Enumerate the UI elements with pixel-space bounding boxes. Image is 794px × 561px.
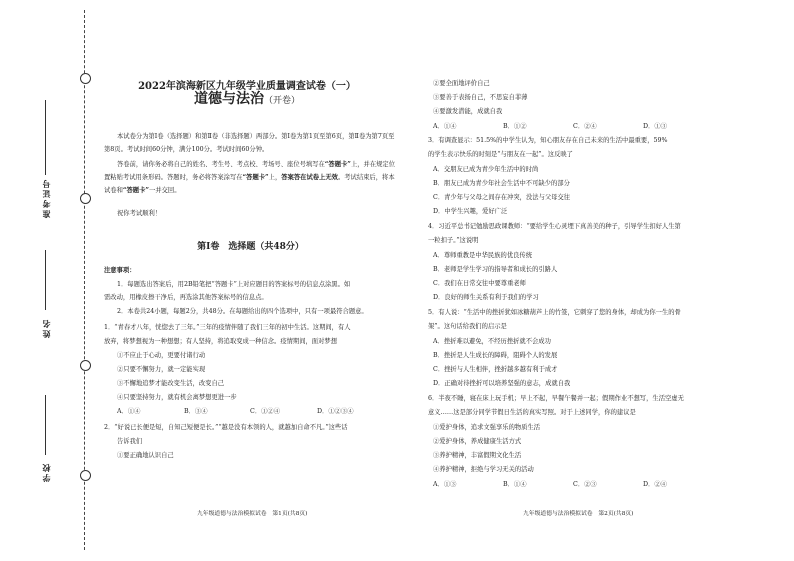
binding-circle <box>80 73 91 84</box>
q2-choice: B．①② <box>503 123 527 130</box>
dashed-cut-line <box>84 10 85 550</box>
q5-option: B．挫折是人生成长的障碍，阻碍个人的发展 <box>433 352 558 359</box>
q2-choice: C．②④ <box>573 123 597 130</box>
q6-option: ②爱护身体，养成健康生活方式 <box>433 438 522 445</box>
q1-choice: B．③④ <box>184 408 208 415</box>
q4-option: C．我们在日常交往中要尊重老师 <box>433 280 526 287</box>
right-column <box>428 0 758 561</box>
page-footer: 九年级道德与法治模拟试卷 第1页(共8页) <box>197 511 308 517</box>
q1-stem-b: 放弃，将梦想视为一种想想；有人坚持，将追取变成一种信念。疫情期间，面对梦想 <box>104 338 337 345</box>
binding-circle <box>80 470 91 481</box>
school-label: 学校 <box>41 462 51 482</box>
q2-option: ①要正确地认识自己 <box>117 452 174 459</box>
q6-choice: C．②③ <box>573 481 597 488</box>
q1-option: ③不懈地追梦才能改变生活，改变自己 <box>117 380 225 387</box>
instr-text: 答卷前，请你务必将自己的姓名、考生号、考点校、考场号、座位号填写在 <box>117 161 325 168</box>
instr-bold: “答题卡” <box>242 174 269 181</box>
q2-option: ②要全面地评价自己 <box>433 80 490 87</box>
binding-circle <box>80 360 91 371</box>
q1-choice: D．①②③④ <box>317 408 354 415</box>
binding-circle <box>80 193 91 204</box>
q2-stem-a: 2．“好说已长便是短，自知己短便是长。”“越是没有本领的人，就越加自命不凡。”这些话 <box>104 424 348 431</box>
school-line <box>45 395 46 455</box>
q3-option: A．交朋友已成为青少年生活中的时尚 <box>433 166 539 173</box>
instruction-paragraph-3: 祝你考试顺利！ <box>117 210 162 217</box>
note-1b: 需改动，用橡皮擦干净后，再选涂其他答案标号的信息点。 <box>104 294 268 301</box>
section-title: 第Ⅰ卷 选择题（共48分） <box>197 242 304 252</box>
name-line <box>45 250 46 310</box>
q4-stem-b: 一粒扣子。”这说明 <box>428 237 479 244</box>
instr-bold: “答题卡” <box>324 161 351 168</box>
q2-stem-b: 告诉我们 <box>117 438 143 445</box>
q1-option: ①不应止于心动，更要付诸行动 <box>117 352 206 359</box>
q6-option: ③养护精神，丰富假期文化生活 <box>433 452 522 459</box>
instr-bold: “答题卡” <box>122 187 150 194</box>
exam-no-line <box>45 100 46 175</box>
subject-note: （开卷） <box>263 96 300 106</box>
exam-title: 2022年滨海新区九年级学业质量调查试卷（一） <box>138 81 356 92</box>
exam-no-label: 准考证号 <box>41 178 51 218</box>
q2-choice: A．①④ <box>433 123 457 130</box>
q1-option: ④只要坚持努力，就有机会离梦想更进一步 <box>117 394 237 401</box>
q2-choice: D．①③ <box>643 123 667 130</box>
q1-option: ②只要不懈努力，就一定能实现 <box>117 366 206 373</box>
note-2: 2．本卷共24小题，每题2分，共48分。在每题给出的四个选项中，只有一项最符合题意。 <box>117 308 368 315</box>
q5-stem-a: 5．有人说：“生活中的挫折犹如冰糖葫芦上的竹签，它刺穿了您的身体，却成为你一生的骨 <box>428 309 681 316</box>
instr-text: 上， <box>268 174 282 181</box>
note-1a: 1．每题选出答案后，用2B铅笔把“答题卡”上对应题目的答案标号的信息点涂黑。如 <box>117 281 351 288</box>
q3-stem-b: 的学生表示快乐的时刻是“与朋友在一起”。这反映了 <box>428 151 573 158</box>
instruction-paragraph-1: 本试卷分为第Ⅰ卷（选择题）和第Ⅱ卷（非选择题）两部分。第Ⅰ卷为第1页至第6页，第Ⅱ卷为第7页至第8页。考试时间60分钟，满分100分。考试时间60分钟。 <box>104 133 395 153</box>
left-column <box>92 0 397 561</box>
q3-option: D．中学生兴趣，爱好广泛 <box>433 208 508 215</box>
q5-option: D．正确对待挫折可以培养坚强的意志，成就自我 <box>433 380 571 387</box>
q2-option: ④要激发潜能，成就自我 <box>433 108 503 115</box>
q6-stem-b: 意义……这是部分同学节假日生活的真实写照。对于上述同学，你的建议是 <box>428 409 636 416</box>
q3-option: C．青少年与父母之间存在冲突，没法与父母交往 <box>433 194 571 201</box>
q5-option: A．挫折难以避免，不经历挫折就不会成功 <box>433 338 551 345</box>
instr-bold: 答案答在试卷上无效 <box>281 174 338 181</box>
instr-text: 一并交回。 <box>149 187 181 194</box>
subject-name: 道德与法治 <box>193 91 264 107</box>
q6-choice: B．①④ <box>503 481 527 488</box>
q6-option: ④养护精神，拒绝与学习无关的活动 <box>433 466 534 473</box>
q5-option: C．挫折与人生相伴，挫折越多越有利于成才 <box>433 366 558 373</box>
q6-stem-a: 6．半夜不睡，寝在床上玩手机；早上不起，早餐午餐并一起；假期作业不想写，生活空虚无 <box>428 395 684 402</box>
q3-stem-a: 3．有调查显示：51.5%的中学生认为，知心朋友存在自己未来的生活中最重要，59% <box>428 137 668 144</box>
q4-stem-a: 4．习近平总书记勉励思政课教师：“要给学生心灵埋下真善美的种子，引导学生扣好人生第 <box>428 223 681 230</box>
name-label: 姓名 <box>41 318 51 338</box>
subject-title <box>127 93 367 108</box>
q1-choice: C．①②④ <box>250 408 281 415</box>
q4-option: D．良好的师生关系有利于我们的学习 <box>433 294 539 301</box>
notes-title: 注意事项： <box>104 267 136 274</box>
q1-choice: A．①④ <box>117 408 141 415</box>
q3-option: B．朋友已成为青少年社会生活中不可缺少的部分 <box>433 180 570 187</box>
page-footer: 九年级道德与法治模拟试卷 第2页(共8页) <box>523 511 634 517</box>
instruction-paragraph-2 <box>104 158 397 197</box>
q4-option: B．老师是学生学习的指导者和成长的引路人 <box>433 266 558 273</box>
q2-option: ③要善于表扬自己，不思妄自菲薄 <box>433 94 528 101</box>
q5-stem-b: 架”。这句话给我们的启示是 <box>428 323 507 330</box>
q1-stem-a: 1．“青春才八年，恍惚去了三年。”三年的疫情伴随了我们三年的初中生活。这期间，有人 <box>104 324 351 331</box>
instr-text: 。考试结束后，将本试卷和 <box>104 174 395 194</box>
q6-choice: A．①③ <box>433 481 457 488</box>
q6-option: ①爱护身体，追求文强享乐的物质生活 <box>433 424 541 431</box>
instr-text: 上，并在规定位置粘贴考试用条形码。答题时，务必将答案涂写在 <box>104 161 396 181</box>
q4-option: A．尊师重教是中华民族的优良传统 <box>433 252 533 259</box>
q6-choice: D．②④ <box>643 481 667 488</box>
binding-strip <box>0 0 92 561</box>
